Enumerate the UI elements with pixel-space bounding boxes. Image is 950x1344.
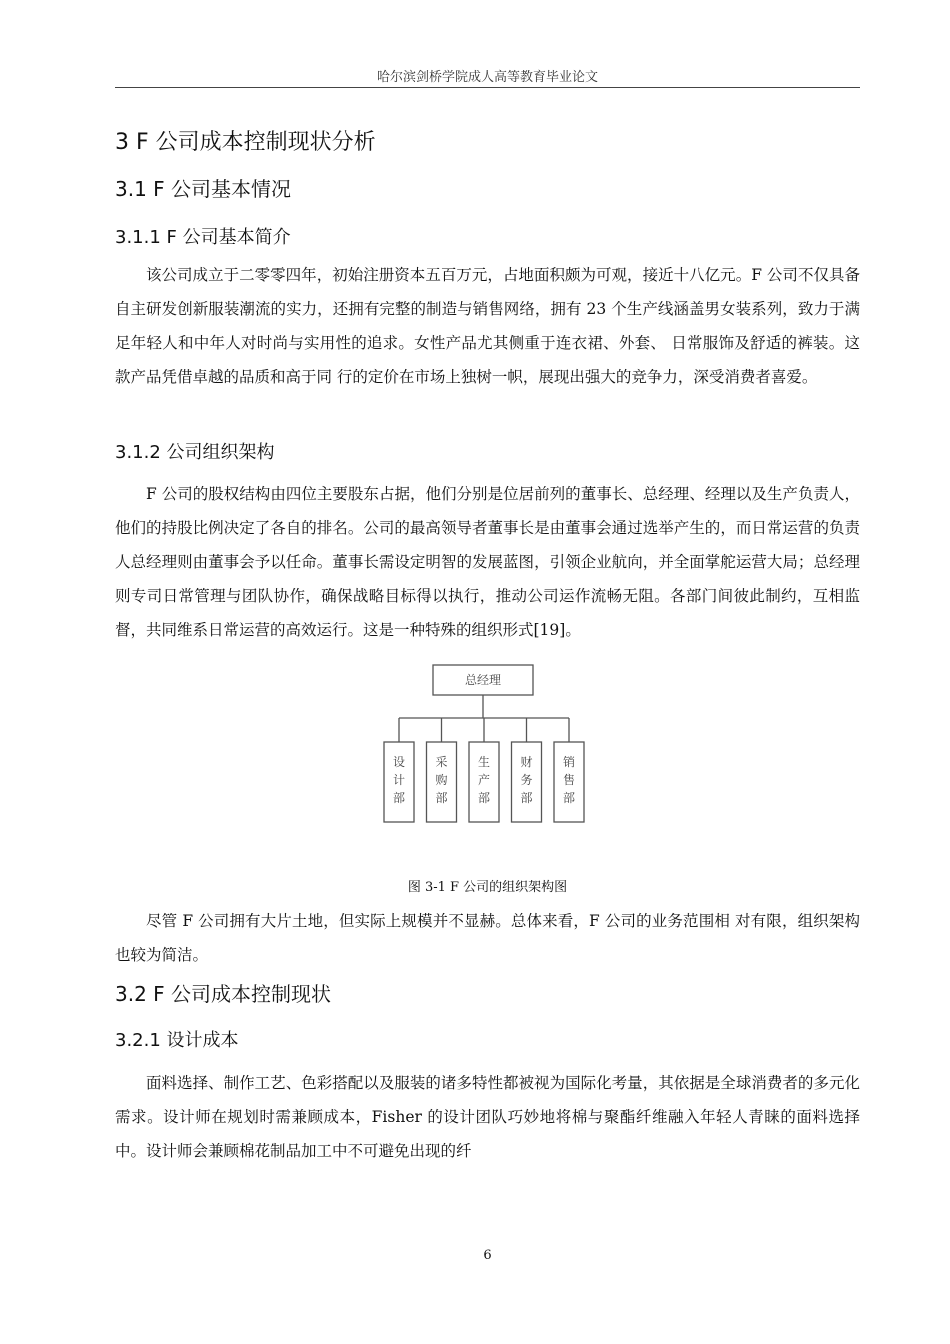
paragraph-company-scale: 尽管 F 公司拥有大片土地，但实际上规模并不显赫。总体来看，F 公司的业务范围相 对有限，组织架构也较为简洁。 <box>115 912 860 964</box>
org-label-department-char: 售 <box>562 773 576 787</box>
org-chart-svg <box>375 660 595 830</box>
org-label-department-char: 部 <box>562 791 576 805</box>
org-label-department-char: 部 <box>392 791 406 805</box>
org-label-department-char: 生 <box>477 755 491 769</box>
org-label-department-char: 采 <box>435 755 448 769</box>
org-chart-figure <box>375 660 595 830</box>
org-departments <box>384 718 584 822</box>
paragraph-company-intro: 该公司成立于二零零四年，初始注册资本五百万元，占地面积颇为可观，接近十八亿元。F 公司不仅具备自主研发创新服装潮流的实力，还拥有完整的制造与销售网络，拥有 23 个生产线涵盖男女装系列，致力于满足年轻人和中年人对时尚与实用性的追求。女性产品尤其侧重于连衣裙、外套、 日常服饰及舒适的裤装。这款产品凭借卓越的品质和高于同 行的定价在市场上独树一帜，展现出强大的竞争力，深受消费者喜爱。 <box>115 266 860 386</box>
header-rule <box>115 87 860 88</box>
org-label-department-char: 销 <box>562 755 576 769</box>
org-label-department-char: 财 <box>520 755 533 769</box>
org-label-department-char: 务 <box>520 773 533 787</box>
org-label-department-char: 产 <box>477 773 491 787</box>
subsection-heading-3-1-2: 3.1.2 公司组织架构 <box>115 442 275 463</box>
subsection-heading-3-1-1: 3.1.1 F 公司基本简介 <box>115 227 291 248</box>
paragraph-org-structure: F 公司的股权结构由四位主要股东占据，他们分别是位居前列的董事长、总经理、经理以及生产负责人，他们的持股比例决定了各自的排名。公司的最高领导者董事长是由董事会通过选举产生的，而日常运营的负责人总经理则由董事会予以任命。董事长需设定明智的发展蓝图，引领企业航向，并全面掌舵运营大局；总经理则专司日常管理与团队协作，确保战略目标得以执行，推动公司运作流畅无阻。各部门间彼此制约，互相监督，共同维系日常运营的高效运行。这是一种特殊的组织形式[19]。 <box>115 485 860 639</box>
section-heading-3-1: 3.1 F 公司基本情况 <box>115 177 292 201</box>
running-header: 哈尔滨剑桥学院成人高等教育毕业论文 <box>376 70 598 85</box>
subsection-heading-3-2-1: 3.2.1 设计成本 <box>115 1030 239 1051</box>
org-label-department-char: 部 <box>477 791 491 805</box>
paragraph-design-cost: 面料选择、制作工艺、色彩搭配以及服装的诸多特性都被视为国际化考量，其依据是全球消费者的多元化需求。设计师在规划时需兼顾成本，Fisher 的设计团队巧妙地将棉与聚酯纤维融入年轻人青睐的面料选择中。设计师会兼顾棉花制品加工中不可避免出现的纤 <box>115 1074 860 1160</box>
org-label-department-char: 计 <box>392 773 406 787</box>
figure-caption: 图 3-1 F 公司的组织架构图 <box>407 880 568 895</box>
page-number: 6 <box>483 1248 492 1263</box>
chapter-heading: 3 F 公司成本控制现状分析 <box>115 130 376 155</box>
org-label-department-char: 购 <box>435 773 448 787</box>
section-heading-3-2: 3.2 F 公司成本控制现状 <box>115 982 332 1006</box>
org-label-general-manager: 总经理 <box>464 673 502 687</box>
org-label-department-char: 设 <box>392 755 406 769</box>
org-label-department-char: 部 <box>435 791 448 805</box>
org-label-department-char: 部 <box>520 791 533 805</box>
